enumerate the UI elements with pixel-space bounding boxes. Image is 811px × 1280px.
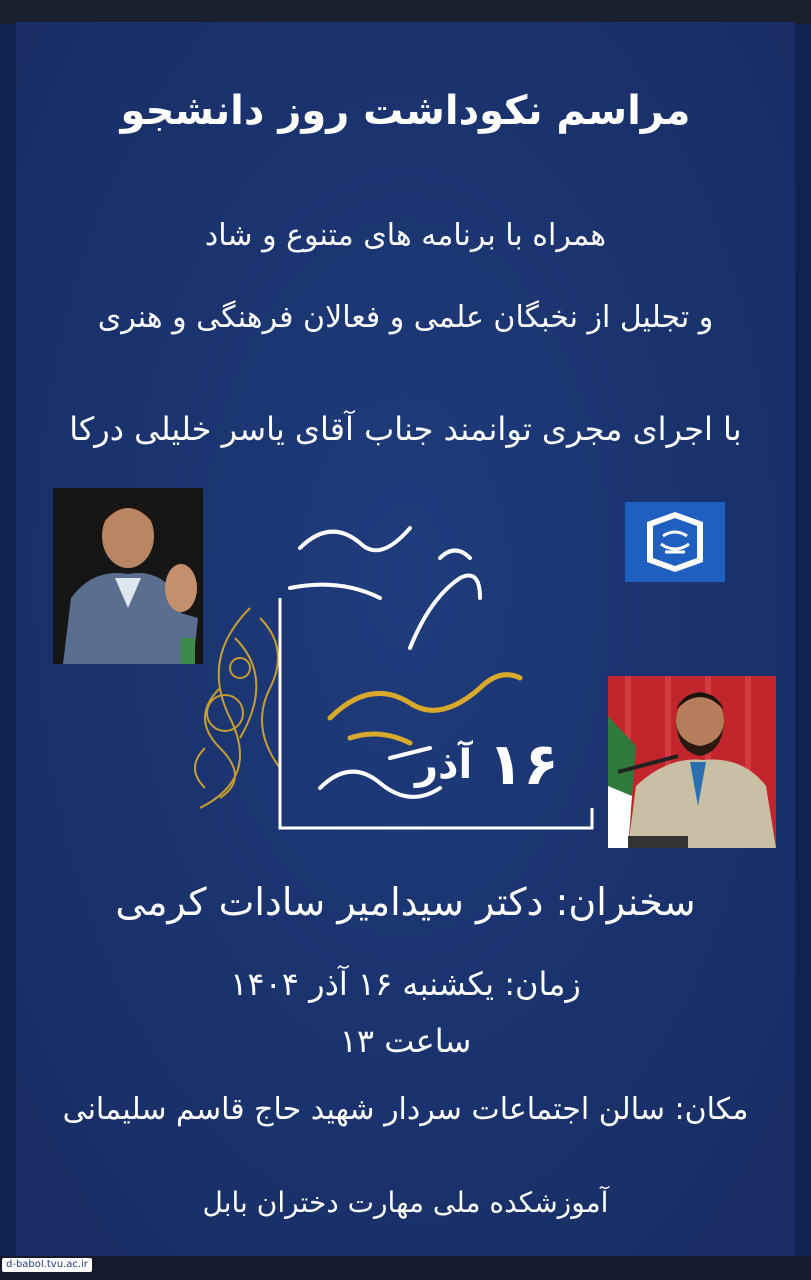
source-watermark[interactable]: d-babol.tvu.ac.ir	[2, 1258, 92, 1272]
event-title: مراسم نکوداشت روز دانشجو	[120, 88, 691, 134]
date-line: زمان: یکشنبه ۱۶ آذر ۱۴۰۴	[230, 965, 581, 1003]
speaker-photo	[608, 676, 776, 848]
bottom-strip	[0, 1256, 811, 1280]
subtitle-line-2: و تجلیل از نخبگان علمی و فعالان فرهنگی و هنری	[97, 300, 714, 335]
date-number: ۱۶	[488, 730, 559, 798]
speaker-line: سخنران: دکتر سیدامیر سادات کرمی	[115, 880, 696, 924]
host-line: با اجرای مجری توانمند جناب آقای یاسر خلیلی درکا	[69, 410, 742, 448]
date-month: آذر	[415, 742, 473, 788]
time-line: ساعت ۱۳	[339, 1022, 472, 1060]
top-strip	[0, 0, 811, 24]
venue-line: مکان: سالن اجتماعات سردار شهید حاج قاسم سلیمانی	[62, 1092, 749, 1127]
organizer-line: آموزشکده ملی مهارت دختران بابل	[202, 1186, 609, 1219]
university-logo	[625, 502, 725, 582]
subtitle-line-1: همراه با برنامه های متنوع و شاد	[204, 218, 607, 253]
